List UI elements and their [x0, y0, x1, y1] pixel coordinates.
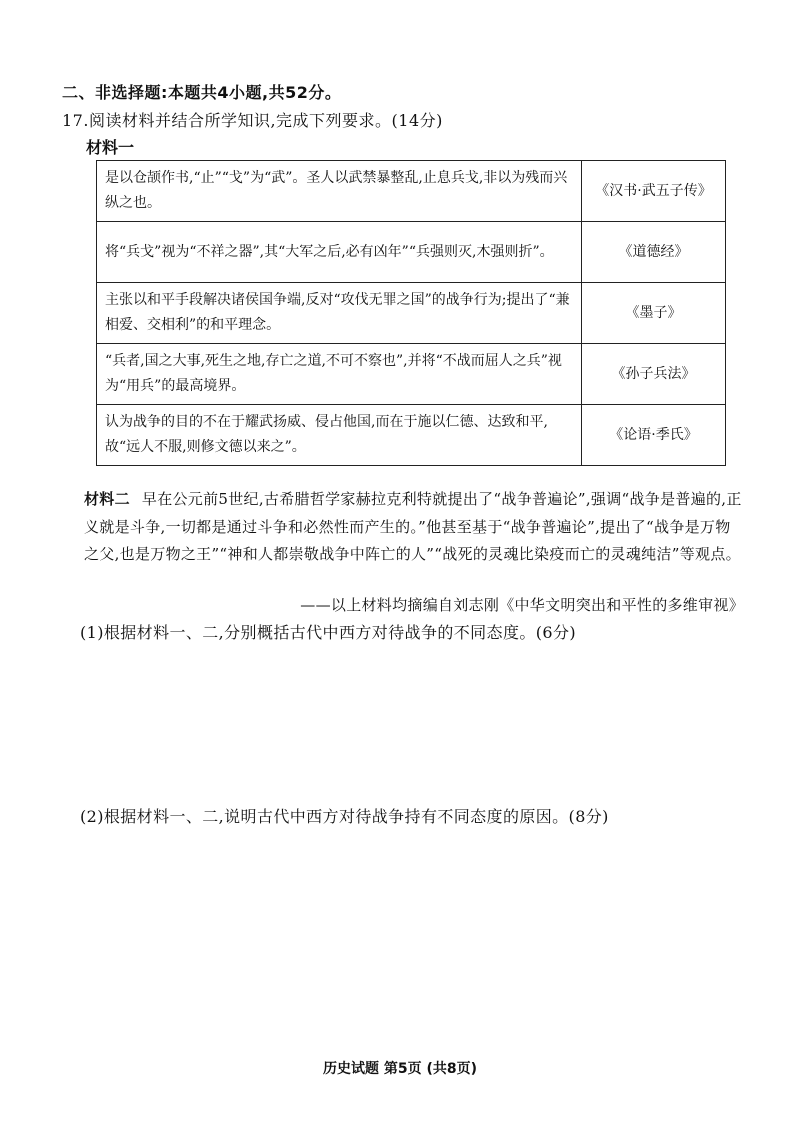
material2-paragraph [84, 486, 744, 569]
subquestion-1: (1)根据材料一、二,分别概括古代中西方对待战争的不同态度。(6分) [80, 623, 577, 642]
quote-cell: 将“兵戈”视为“不祥之器”,其“大军之后,必有凶年”“兵强则灭,木强则折”。 [97, 222, 582, 283]
source-cell: 《汉书·武五子传》 [582, 161, 726, 222]
question-stem: 17.阅读材料并结合所学知识,完成下列要求。(14分) [62, 111, 443, 130]
subquestion-2: (2)根据材料一、二,说明古代中西方对待战争持有不同态度的原因。(8分) [80, 807, 609, 826]
material2-label: 材料二 [84, 490, 130, 508]
section-header: 二、非选择题:本题共4小题,共52分。 [62, 83, 342, 102]
material2-text: 早在公元前5世纪,古希腊哲学家赫拉克利特就提出了“战争普遍论”,强调“战争是普遍的,正义就是斗争,一切都是通过斗争和必然性而产生的。”他甚至基于“战争普遍论”,提出了“战争是万物之父,也是万物之王”“神和人都崇敬战争中阵亡的人”“战死的灵魂比染疫而亡的灵魂纯洁”等观点。 [84, 490, 742, 563]
table-row [97, 344, 726, 405]
table-row [97, 405, 726, 466]
source-cell: 《论语·季氏》 [582, 405, 726, 466]
source-credit: ——以上材料均摘编自刘志刚《中华文明突出和平性的多维审视》 [300, 596, 744, 614]
quote-cell: 是以仓颉作书,“止”“戈”为“武”。圣人以武禁暴整乱,止息兵戈,非以为残而兴纵之也。 [97, 161, 582, 222]
quote-cell: “兵者,国之大事,死生之地,存亡之道,不可不察也”,并将“不战而屈人之兵”视为“用兵”的最高境界。 [97, 344, 582, 405]
material1-table [96, 160, 726, 466]
source-cell: 《孙子兵法》 [582, 344, 726, 405]
table-row [97, 161, 726, 222]
quote-cell: 主张以和平手段解决诸侯国争端,反对“攻伐无罪之国”的战争行为;提出了“兼相爱、交相利”的和平理念。 [97, 283, 582, 344]
page-footer: 历史试题 第5页 (共8页) [322, 1061, 478, 1077]
quote-cell: 认为战争的目的不在于耀武扬威、侵占他国,而在于施以仁德、达致和平,故“远人不服,则修文德以来之”。 [97, 405, 582, 466]
source-cell: 《道德经》 [582, 222, 726, 283]
table-row [97, 283, 726, 344]
source-cell: 《墨子》 [582, 283, 726, 344]
material1-title: 材料一 [86, 138, 135, 157]
table-row [97, 222, 726, 283]
